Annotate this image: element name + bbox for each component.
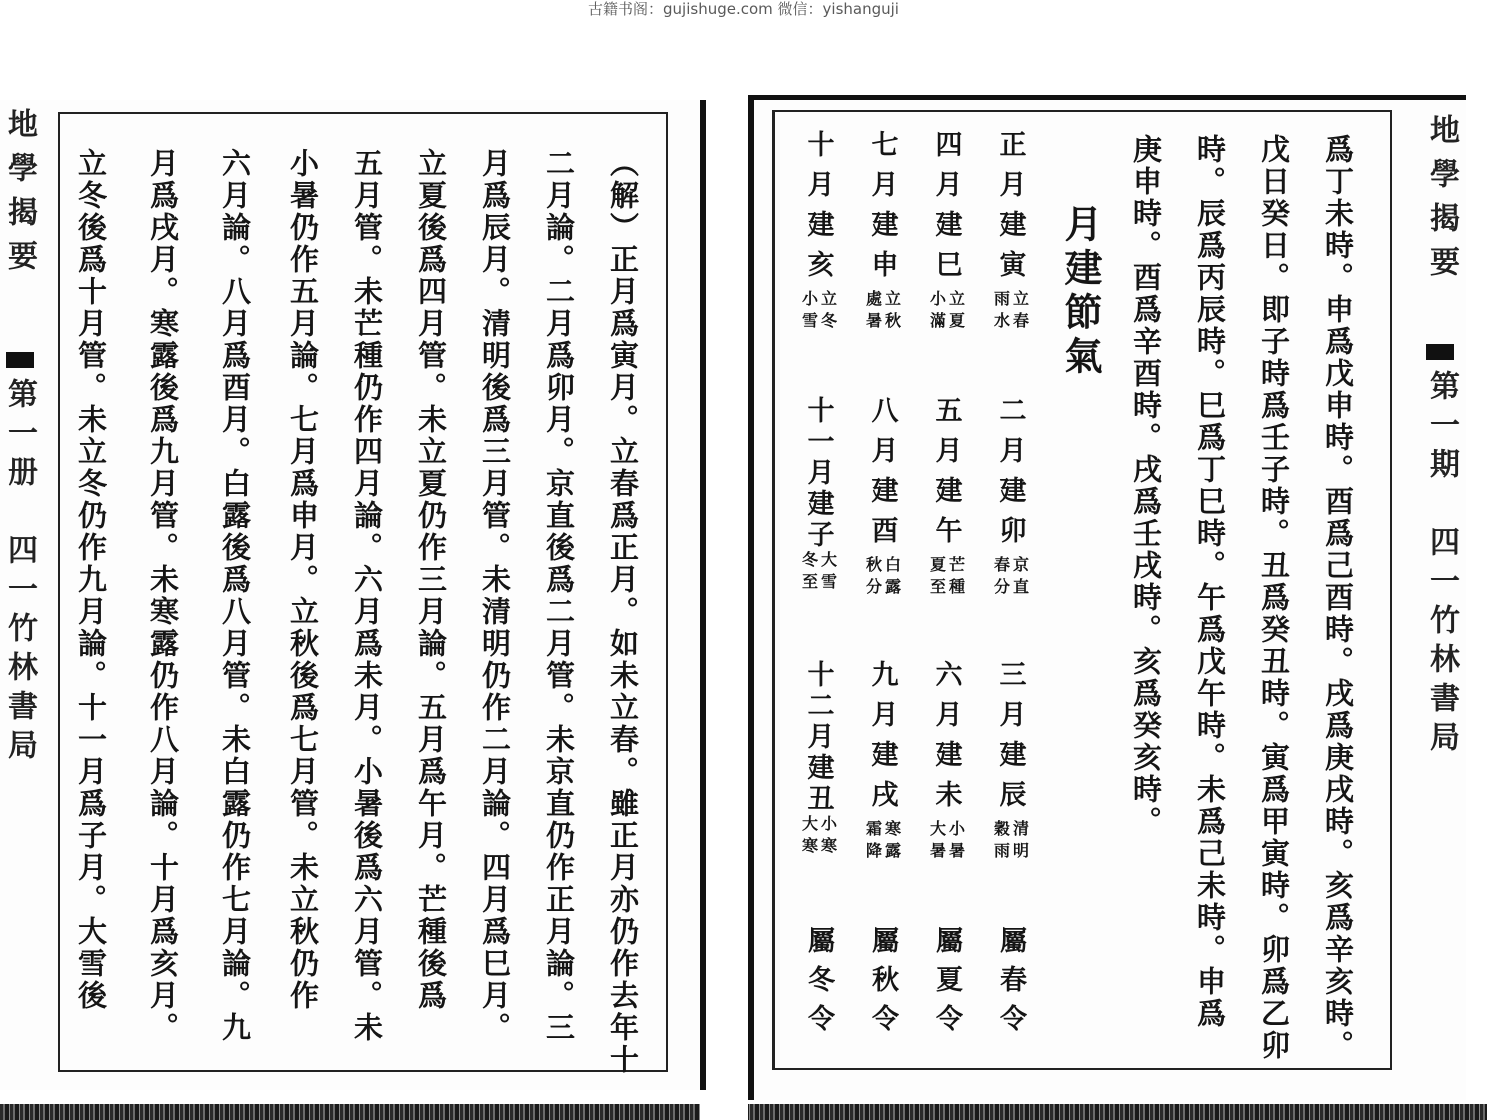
solar-term: 清明 — [1010, 820, 1030, 864]
left-col-8: 月爲戌月。寒露後爲九月管。未寒露仍作八月論。十月爲亥月。 — [146, 148, 180, 1044]
month-label: 三月建辰 — [994, 660, 1026, 820]
section-title: 月建節氣 — [1058, 204, 1103, 380]
month-label: 七月建申 — [866, 130, 898, 290]
right-margin-footer: 第一期 四一竹林書局 — [1424, 370, 1459, 760]
left-col-2: 二月論。二月爲卯月。京直後爲二月管。未京直仍作正月論。三 — [542, 148, 576, 1044]
solar-term: 冬至 — [799, 551, 819, 595]
season-label-spring: 屬春令 — [995, 926, 1026, 1043]
solar-term: 大暑 — [927, 820, 947, 864]
left-col-1: （解）正月爲寅月。立春爲正月。如未立春。雖正月亦仍作去年十 — [606, 148, 640, 1076]
month-cell-8 — [859, 396, 905, 600]
month-cell-6 — [923, 660, 969, 864]
left-col-5: 五月管。未芒種仍作四月論。六月爲未月。小暑後爲六月管。未 — [350, 148, 384, 1044]
solar-term: 春分 — [991, 556, 1011, 600]
month-label: 正月建寅 — [994, 130, 1026, 290]
left-text-frame — [58, 112, 668, 1076]
solar-term: 立夏 — [946, 290, 966, 334]
month-cell-10 — [795, 130, 841, 334]
month-label: 四月建巳 — [930, 130, 962, 290]
solar-term: 芒種 — [946, 556, 966, 600]
month-label: 十月建亥 — [802, 130, 834, 290]
solar-term: 夏至 — [927, 556, 947, 600]
right-page — [748, 95, 1466, 1100]
solar-terms — [801, 815, 836, 859]
solar-term: 大寒 — [799, 815, 819, 859]
left-margin-tab — [6, 352, 34, 368]
right-margin-title: 地學揭要 — [1424, 114, 1459, 290]
solar-term: 立春 — [1010, 290, 1030, 334]
right-col-3: 時。辰爲丙辰時。巳爲丁巳時。午爲戊午時。未爲己未時。申爲 — [1193, 134, 1227, 1030]
month-cell-4 — [923, 130, 969, 334]
month-cell-11 — [795, 396, 841, 595]
solar-terms — [993, 290, 1028, 334]
month-label: 九月建戌 — [866, 660, 898, 820]
right-col-1: 爲丁未時。申爲戊申時。酉爲己酉時。戌爲庚戌時。亥爲辛亥時。 — [1321, 134, 1355, 1062]
left-margin-title: 地學揭要 — [2, 108, 37, 284]
solar-term: 穀雨 — [991, 820, 1011, 864]
left-col-7: 六月論。八月爲酉月。白露後爲八月管。未白露仍作七月論。九 — [218, 148, 252, 1044]
left-col-9: 立冬後爲十月管。未立冬仍作九月論。十一月爲子月。大雪後 — [74, 148, 108, 1012]
month-label: 十一月建子 — [802, 396, 834, 551]
month-cell-7 — [859, 130, 905, 334]
solar-term: 大雪 — [818, 551, 838, 595]
month-cell-2 — [987, 396, 1033, 600]
solar-terms — [865, 820, 900, 864]
solar-term: 寒露 — [882, 820, 902, 864]
solar-term: 小寒 — [818, 815, 838, 859]
solar-terms — [993, 820, 1028, 864]
solar-term: 處暑 — [863, 290, 883, 334]
watermark-caption: 古籍书阁：gujishuge.com 微信：yishanguji — [588, 0, 899, 18]
solar-term: 白露 — [882, 556, 902, 600]
month-cell-3 — [987, 660, 1033, 864]
solar-term: 京直 — [1010, 556, 1030, 600]
solar-terms — [993, 556, 1028, 600]
solar-terms — [865, 290, 900, 334]
scan-gutter-gap — [700, 1104, 748, 1120]
month-cell-9 — [859, 660, 905, 864]
solar-term: 立秋 — [882, 290, 902, 334]
month-cell-1 — [987, 130, 1033, 334]
solar-terms — [929, 820, 964, 864]
solar-term: 小滿 — [927, 290, 947, 334]
season-label-summer: 屬夏令 — [931, 926, 962, 1043]
left-page — [0, 100, 706, 1090]
solar-term: 小暑 — [946, 820, 966, 864]
right-margin-tab — [1426, 344, 1454, 360]
right-text-frame — [772, 110, 1392, 1070]
month-label: 二月建卯 — [994, 396, 1026, 556]
month-cell-5 — [923, 396, 969, 600]
left-margin-footer: 第一册 四一竹林書局 — [2, 378, 37, 768]
right-col-2: 戊日癸日。即子時爲壬子時。丑爲癸丑時。寅爲甲寅時。卯爲乙卯 — [1257, 134, 1291, 1062]
solar-term: 雨水 — [991, 290, 1011, 334]
right-col-4: 庚申時。酉爲辛酉時。戌爲壬戌時。亥爲癸亥時。 — [1129, 134, 1163, 838]
season-label-winter: 屬冬令 — [803, 926, 834, 1043]
month-label: 十二月建丑 — [802, 660, 834, 815]
left-col-3: 月爲辰月。清明後爲三月管。未清明仍作二月論。四月爲巳月。 — [478, 148, 512, 1044]
month-label: 八月建酉 — [866, 396, 898, 556]
month-label: 五月建午 — [930, 396, 962, 556]
solar-terms — [865, 556, 900, 600]
left-col-4: 立夏後爲四月管。未立夏仍作三月論。五月爲午月。芒種後爲 — [414, 148, 448, 1012]
left-col-6: 小暑仍作五月論。七月爲申月。立秋後爲七月管。未立秋仍作 — [286, 148, 320, 1012]
season-label-autumn: 屬秋令 — [867, 926, 898, 1043]
solar-term: 立冬 — [818, 290, 838, 334]
solar-term: 秋分 — [863, 556, 883, 600]
solar-term: 霜降 — [863, 820, 883, 864]
solar-terms — [929, 556, 964, 600]
solar-terms — [801, 290, 836, 334]
month-cell-12 — [795, 660, 841, 859]
solar-terms — [801, 551, 836, 595]
month-label: 六月建未 — [930, 660, 962, 820]
solar-terms — [929, 290, 964, 334]
solar-term: 小雪 — [799, 290, 819, 334]
